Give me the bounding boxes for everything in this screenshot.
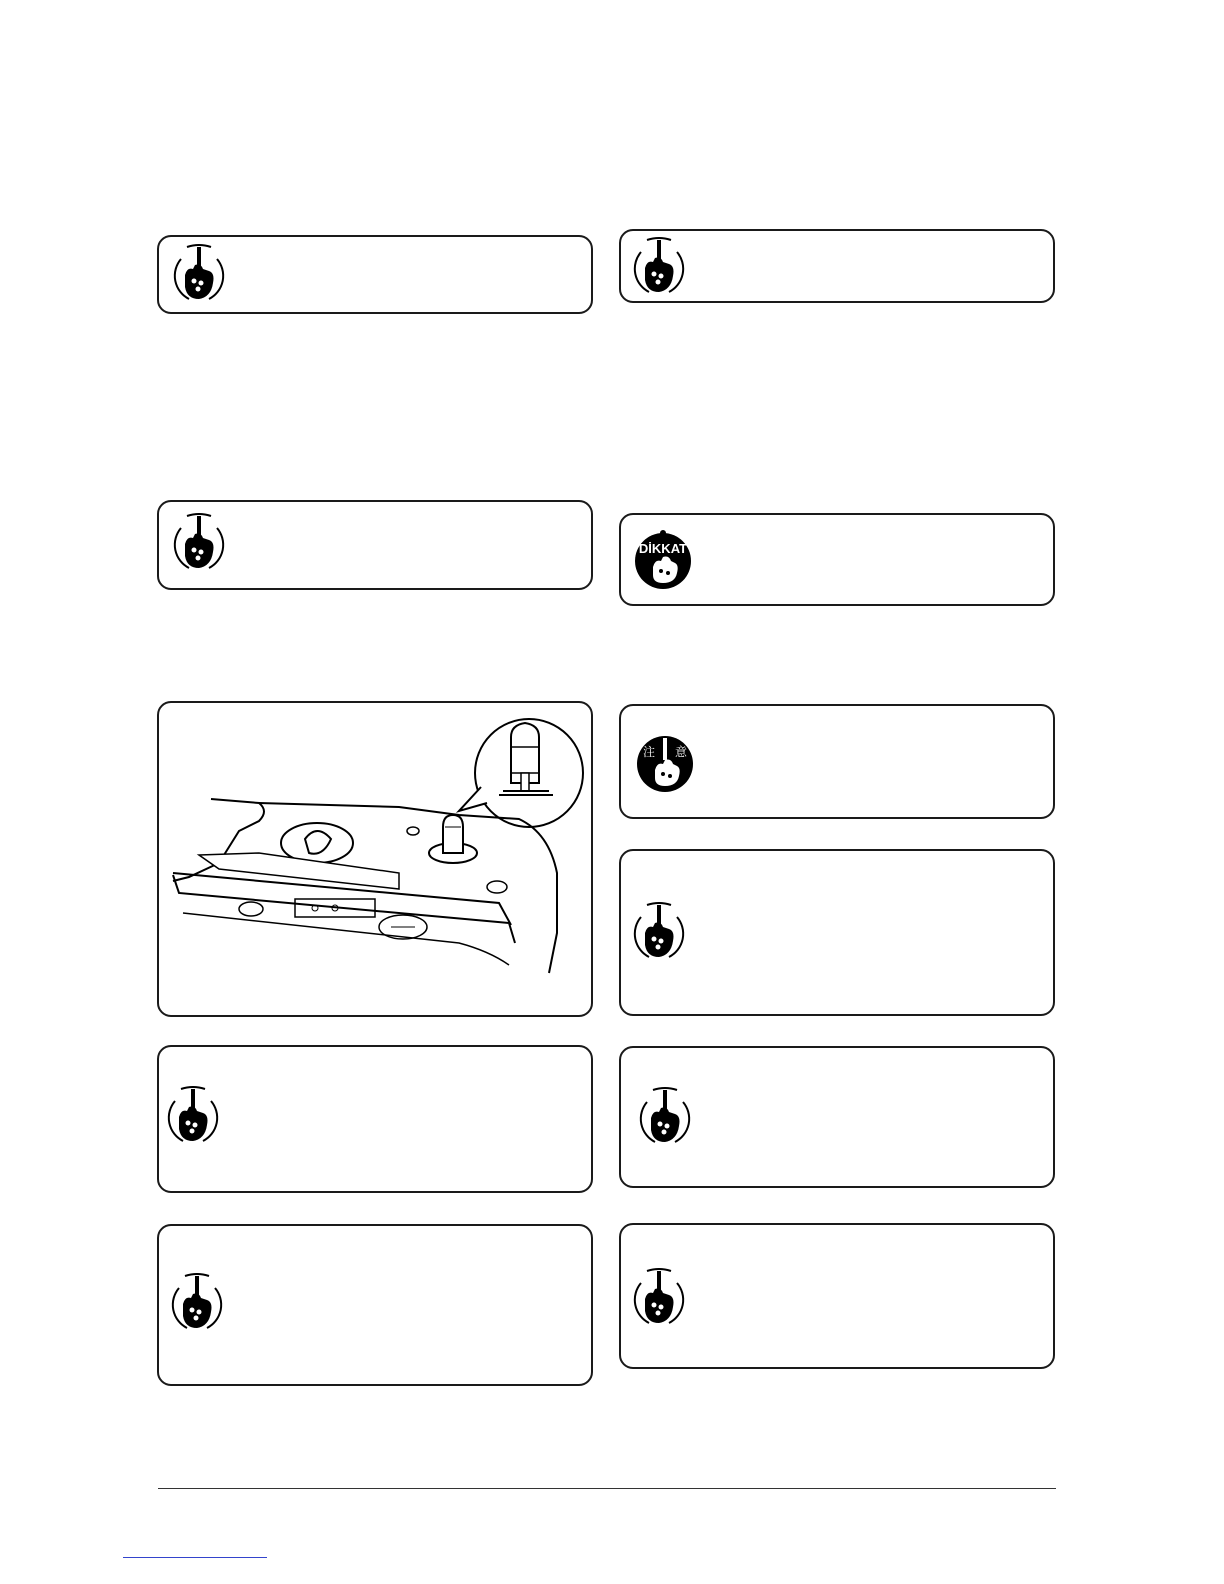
caution-box [619,229,1055,303]
chui-left-label: 注 [642,745,656,759]
caution-box [157,1045,593,1193]
caution-box [157,235,593,314]
sewing-machine-signal-lamp-illustration [159,703,591,1015]
chui-right-label: 意 [674,745,688,759]
caution-hand-icon [167,510,231,574]
dikkat-label: DİKKAT [638,541,688,556]
caution-box [157,1224,593,1386]
caution-hand-icon [165,1270,229,1334]
caution-box [157,500,593,590]
caution-box [619,1046,1055,1188]
caution-hand-dikkat-icon [631,527,695,591]
caution-hand-icon [161,1083,225,1147]
caution-hand-icon [627,899,691,963]
caution-hand-icon [627,234,691,298]
caution-hand-icon [167,241,231,305]
caution-hand-icon [627,1265,691,1329]
caution-box [619,849,1055,1016]
caution-hand-icon [633,1084,697,1148]
caution-box [619,704,1055,819]
footer-divider [158,1488,1056,1489]
hyperlink-underline[interactable] [123,1557,267,1558]
caution-box [619,1223,1055,1369]
illustration-box [157,701,593,1017]
caution-hand-chui-icon [633,732,697,796]
caution-box [619,513,1055,606]
